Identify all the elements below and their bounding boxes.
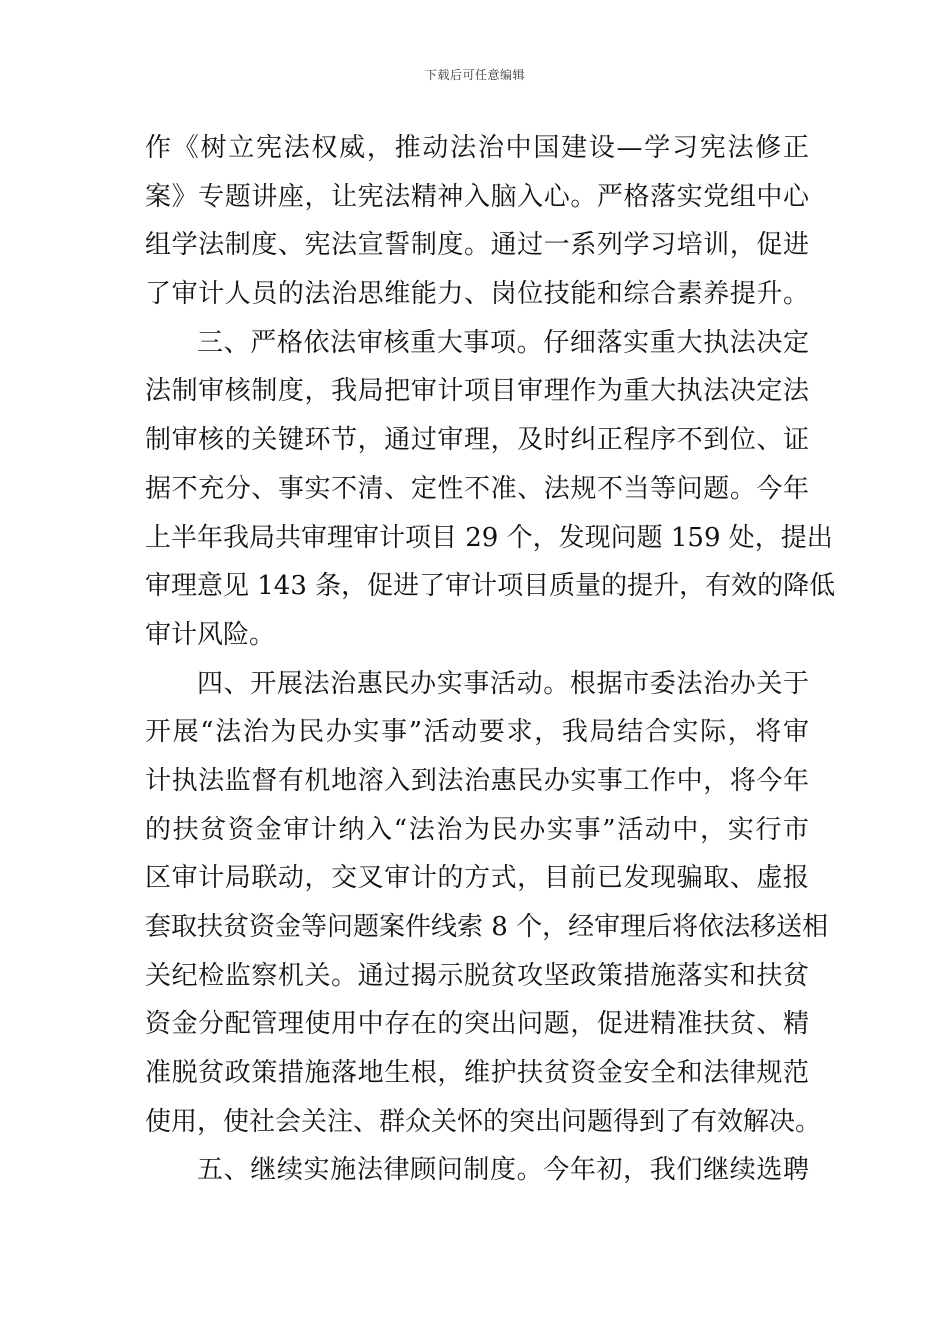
text-line: 法制审核制度，我局把审计项目审理作为重大执法决定法 [145,376,809,407]
text-line: 制审核的关键环节，通过审理，及时纠正程序不到位、证 [145,425,809,456]
text-line: 资金分配管理使用中存在的突出问题，促进精准扶贫、精 [145,1009,809,1040]
text-line: 审计风险。 [145,619,276,650]
page-header: 下载后可任意编辑 [424,68,525,82]
text-line: 作《树立宪法权威，推动法治中国建设—学习宪法修正 [145,133,809,163]
text-line: 区审计局联动，交叉审计的方式，目前已发现骗取、虚报 [145,863,809,894]
text-line: 案》专题讲座，让宪法精神入脑入心。严格落实党组中心 [145,181,809,212]
text-line: 使用，使社会关注、群众关怀的突出问题得到了有效解决。 [145,1106,822,1137]
paragraph-first-line: 三、严格依法审核重大事项。仔细落实重大执法决定 [197,327,809,358]
text-line: 据不充分、事实不清、定性不准、法规不当等问题。今年 [145,473,809,504]
text-line: 审理意见 143 条，促进了审计项目质量的提升，有效的降低 [145,571,836,602]
paragraph-first-line: 四、开展法治惠民办实事活动。根据市委法治办关于 [197,668,809,699]
text-line: 上半年我局共审理审计项目 29 个，发现问题 159 处，提出 [145,522,833,553]
text-line: 套取扶贫资金等问题案件线索 8 个，经审理后将依法移送相 [145,912,829,942]
document-body [145,124,836,1195]
text-line: 的扶贫资金审计纳入“法治为民办实事”活动中，实行市 [145,814,809,845]
paragraph-first-line: 五、继续实施法律顾问制度。今年初，我们继续选聘 [197,1155,809,1186]
text-line: 开展“法治为民办实事”活动要求，我局结合实际，将审 [145,717,809,748]
text-line: 计执法监督有机地溶入到法治惠民办实事工作中，将今年 [145,765,809,796]
text-line: 关纪检监察机关。通过揭示脱贫攻坚政策措施落实和扶贫 [145,960,809,991]
text-line: 了审计人员的法治思维能力、岗位技能和综合素养提升。 [145,279,809,310]
text-line: 准脱贫政策措施落地生根，维护扶贫资金安全和法律规范 [145,1058,809,1089]
text-line: 组学法制度、宪法宣誓制度。通过一系列学习培训，促进 [145,230,809,261]
